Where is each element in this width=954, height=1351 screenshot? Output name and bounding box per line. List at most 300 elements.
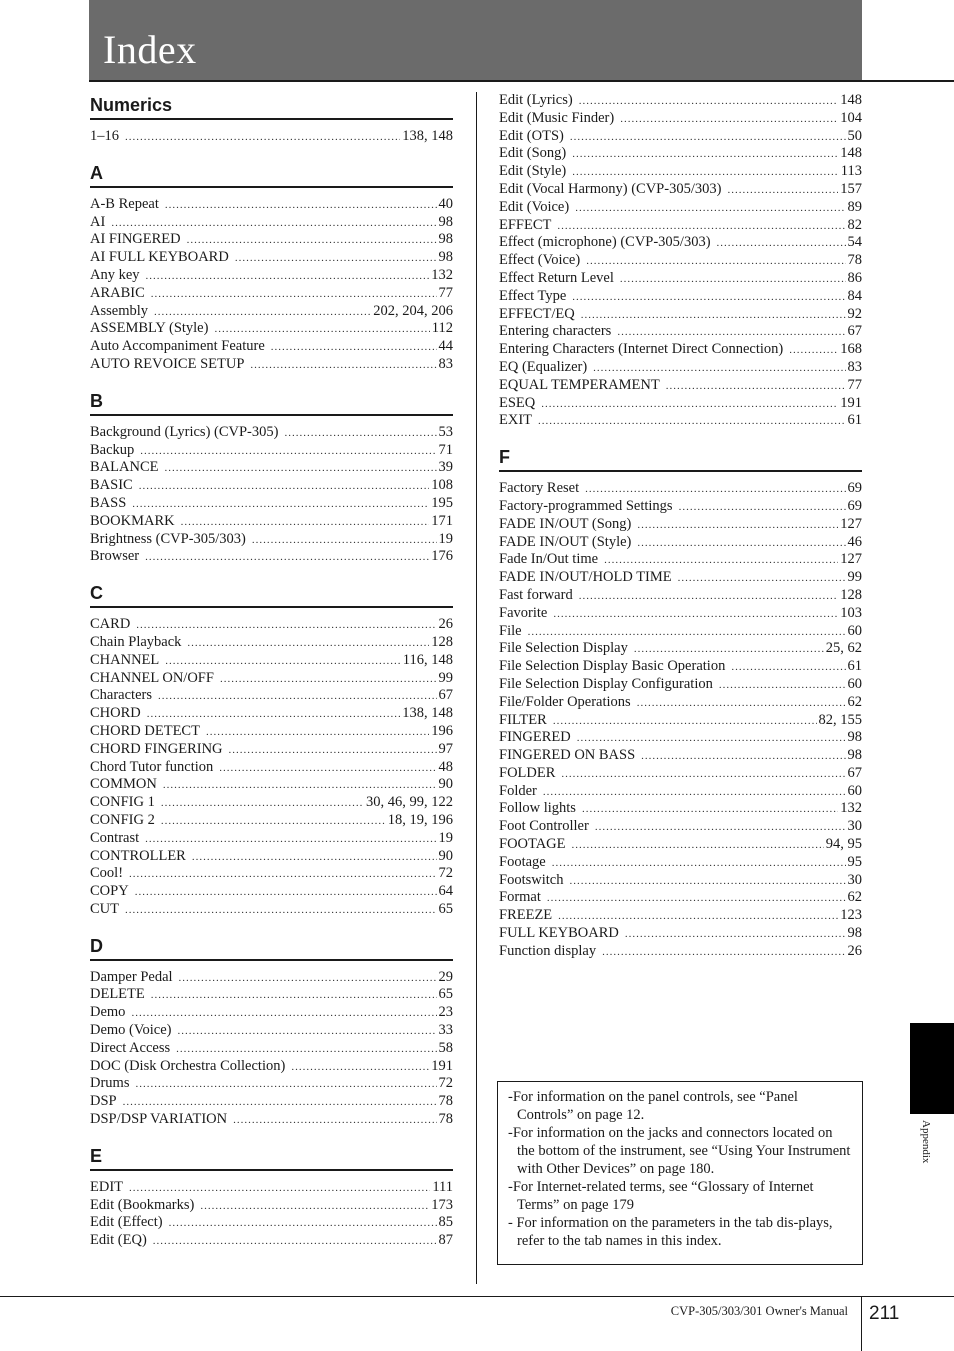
leader-dots xyxy=(145,549,429,567)
leader-dots xyxy=(164,460,436,478)
leader-dots xyxy=(572,837,824,855)
index-entry xyxy=(499,199,862,217)
entry-term: DSP/DSP VARIATION xyxy=(90,1111,228,1128)
leader-dots xyxy=(165,653,401,671)
entry-term: Edit (Voice) xyxy=(499,198,570,215)
info-item: - For information on the parameters in the tab dis-plays, refer to the tab names in this index. xyxy=(508,1215,833,1249)
info-item: -For Internet-related terms, see “Glossary of Internet Terms” on page 179 xyxy=(508,1179,814,1213)
entry-page: 87 xyxy=(438,1232,453,1249)
index-entry xyxy=(499,217,862,235)
index-entry xyxy=(90,196,453,214)
leader-dots xyxy=(219,760,436,778)
entry-term: AI xyxy=(90,213,106,230)
entry-term: EXIT xyxy=(499,412,533,429)
entry-page: 98 xyxy=(438,249,453,266)
leader-dots xyxy=(291,1059,429,1077)
entry-page: 113 xyxy=(840,163,862,180)
entry-page: 148 xyxy=(840,145,862,162)
entry-term: Chain Playback xyxy=(90,633,182,650)
index-entry xyxy=(499,854,862,872)
leader-dots xyxy=(123,1094,437,1112)
entry-page: 40 xyxy=(438,195,453,212)
entry-page: 83 xyxy=(438,355,453,372)
leader-dots xyxy=(789,342,838,360)
index-entry xyxy=(90,356,453,374)
entry-page: 30 xyxy=(847,871,862,888)
index-entry xyxy=(499,676,862,694)
index-entry xyxy=(90,249,453,267)
leader-dots xyxy=(581,307,846,325)
entry-page: 98 xyxy=(847,925,862,942)
entry-term: CARD xyxy=(90,616,131,633)
entry-page: 44 xyxy=(438,338,453,355)
index-entry xyxy=(90,830,453,848)
index-entry xyxy=(90,812,453,830)
leader-dots xyxy=(637,695,846,713)
entry-term: Folder xyxy=(499,782,537,799)
entry-term: File Selection Display Configuration xyxy=(499,675,713,692)
index-entry xyxy=(90,1197,453,1215)
entry-page: 48 xyxy=(438,758,453,775)
leader-dots xyxy=(131,1005,436,1023)
footer-rule xyxy=(0,1296,954,1297)
entry-page: 60 xyxy=(847,675,862,692)
entry-page: 39 xyxy=(438,459,453,476)
entry-page: 29 xyxy=(438,968,453,985)
leader-dots xyxy=(572,164,839,182)
entry-page: 71 xyxy=(438,441,453,458)
leader-dots xyxy=(572,146,838,164)
entry-term: CHORD DETECT xyxy=(90,722,200,739)
entry-term: DSP xyxy=(90,1093,117,1110)
entry-term: Brightness (CVP-305/303) xyxy=(90,530,246,547)
entry-page: 72 xyxy=(438,1075,453,1092)
entry-term: BALANCE xyxy=(90,459,159,476)
leader-dots xyxy=(165,197,437,215)
index-entry xyxy=(499,412,862,430)
entry-page: 78 xyxy=(438,1111,453,1128)
entry-term: AI FULL KEYBOARD xyxy=(90,249,229,266)
entry-term: AUTO REVOICE SETUP xyxy=(90,355,245,372)
section-heading: C xyxy=(90,580,453,608)
leader-dots xyxy=(151,286,437,304)
index-entry xyxy=(90,1058,453,1076)
entry-page: 148 xyxy=(840,92,862,108)
entry-term: FINGERED ON BASS xyxy=(499,747,636,764)
index-entry xyxy=(90,459,453,477)
entry-term: Any key xyxy=(90,266,140,283)
index-entry xyxy=(499,92,862,110)
leader-dots xyxy=(569,873,845,891)
index-entry xyxy=(499,925,862,943)
entry-term: Cool! xyxy=(90,865,124,882)
index-entry xyxy=(499,395,862,413)
footer-divider xyxy=(861,1296,862,1351)
leader-dots xyxy=(181,514,430,532)
leader-dots xyxy=(129,866,436,884)
index-entry xyxy=(90,1111,453,1129)
entry-term: File xyxy=(499,622,522,639)
entry-term: Drums xyxy=(90,1075,130,1092)
leader-dots xyxy=(679,499,846,517)
entry-page: 62 xyxy=(847,889,862,906)
entry-term: Edit (Effect) xyxy=(90,1214,163,1231)
entry-page: 69 xyxy=(847,480,862,497)
leader-dots xyxy=(200,1198,429,1216)
entry-term: ARABIC xyxy=(90,284,145,301)
leader-dots xyxy=(579,93,839,111)
entry-page: 98 xyxy=(438,213,453,230)
index-entry xyxy=(499,534,862,552)
entry-term: FADE IN/OUT (Style) xyxy=(499,533,632,550)
leader-dots xyxy=(214,321,429,339)
index-entry xyxy=(90,616,453,634)
entry-term: Background (Lyrics) (CVP-305) xyxy=(90,423,279,440)
leader-dots xyxy=(641,748,845,766)
leader-dots xyxy=(147,706,400,724)
entry-term: CHORD FINGERING xyxy=(90,740,223,757)
entry-page: 60 xyxy=(847,782,862,799)
entry-term: FOLDER xyxy=(499,764,556,781)
index-entry xyxy=(90,548,453,566)
index-entry xyxy=(90,531,453,549)
leader-dots xyxy=(135,884,437,902)
entry-page: 116, 148 xyxy=(402,651,453,668)
entry-page: 78 xyxy=(847,252,862,269)
leader-dots xyxy=(570,129,846,147)
leader-dots xyxy=(553,606,838,624)
entry-page: 104 xyxy=(840,109,862,126)
leader-dots xyxy=(558,908,838,926)
page-title: Index xyxy=(103,27,197,72)
leader-dots xyxy=(575,200,845,218)
leader-dots xyxy=(206,724,429,742)
entry-page: 108 xyxy=(431,477,453,494)
entry-term: Characters xyxy=(90,687,152,704)
index-entry xyxy=(499,800,862,818)
entry-term: EDIT xyxy=(90,1178,124,1195)
index-entry xyxy=(499,377,862,395)
entry-page: 171 xyxy=(431,512,453,529)
entry-page: 99 xyxy=(847,569,862,586)
leader-dots xyxy=(125,129,400,147)
entry-term: Edit (OTS) xyxy=(499,127,564,144)
leader-dots xyxy=(284,425,436,443)
index-entry xyxy=(499,747,862,765)
index-entry xyxy=(499,569,862,587)
leader-dots xyxy=(125,902,437,920)
entry-page: 132 xyxy=(840,800,862,817)
leader-dots xyxy=(625,926,846,944)
index-entry xyxy=(499,623,862,641)
leader-dots xyxy=(666,378,846,396)
entry-page: 128 xyxy=(840,586,862,603)
entry-page: 67 xyxy=(847,323,862,340)
leader-dots xyxy=(146,268,430,286)
index-entry xyxy=(499,306,862,324)
info-box xyxy=(497,1081,863,1265)
header-bar xyxy=(89,0,862,80)
entry-page: 82, 155 xyxy=(818,711,862,728)
leader-dots xyxy=(145,831,436,849)
entry-page: 61 xyxy=(847,412,862,429)
index-entry xyxy=(90,1040,453,1058)
entry-term: Edit (Song) xyxy=(499,145,567,162)
index-entry xyxy=(499,943,862,961)
entry-term: CHANNEL ON/OFF xyxy=(90,669,214,686)
entry-term: ASSEMBLY (Style) xyxy=(90,320,209,337)
index-entry xyxy=(499,694,862,712)
leader-dots xyxy=(719,677,846,695)
leader-dots xyxy=(158,688,437,706)
entry-term: Footswitch xyxy=(499,871,564,888)
leader-dots xyxy=(586,253,845,271)
index-entry xyxy=(90,495,453,513)
index-entry xyxy=(90,634,453,652)
entry-page: 33 xyxy=(438,1022,453,1039)
index-entry xyxy=(90,687,453,705)
entry-page: 69 xyxy=(847,497,862,514)
leader-dots xyxy=(541,396,838,414)
entry-term: CUT xyxy=(90,900,119,917)
entry-page: 202, 204, 206 xyxy=(373,302,453,319)
index-entry xyxy=(90,513,453,531)
entry-page: 94, 95 xyxy=(825,836,862,853)
leader-dots xyxy=(229,742,437,760)
leader-dots xyxy=(179,970,437,988)
index-entry xyxy=(499,640,862,658)
entry-page: 61 xyxy=(847,658,862,675)
index-entry xyxy=(499,605,862,623)
index-entry xyxy=(499,551,862,569)
entry-page: 77 xyxy=(847,376,862,393)
index-entry xyxy=(499,234,862,252)
entry-term: Factory-programmed Settings xyxy=(499,497,673,514)
column-divider xyxy=(476,92,477,1284)
index-entry xyxy=(499,818,862,836)
entry-term: Fast forward xyxy=(499,586,573,603)
entry-term: Edit (Music Finder) xyxy=(499,109,615,126)
leader-dots xyxy=(547,890,846,908)
leader-dots xyxy=(135,1076,436,1094)
entry-page: 191 xyxy=(840,394,862,411)
index-entry xyxy=(90,338,453,356)
leader-dots xyxy=(169,1215,437,1233)
index-entry xyxy=(90,670,453,688)
index-entry xyxy=(499,359,862,377)
entry-page: 67 xyxy=(438,687,453,704)
index-column-right xyxy=(499,92,862,961)
entry-page: 157 xyxy=(840,180,862,197)
entry-term: FULL KEYBOARD xyxy=(499,925,619,942)
entry-term: Demo xyxy=(90,1004,126,1021)
entry-term: Function display xyxy=(499,942,597,959)
entry-term: COPY xyxy=(90,883,129,900)
entry-page: 132 xyxy=(431,266,453,283)
entry-term: Fade In/Out time xyxy=(499,551,599,568)
index-entry xyxy=(90,969,453,987)
entry-page: 46 xyxy=(847,533,862,550)
leader-dots xyxy=(617,324,845,342)
entry-term: FILTER xyxy=(499,711,547,728)
index-entry xyxy=(90,1179,453,1197)
index-entry xyxy=(90,267,453,285)
entry-term: FINGERED xyxy=(499,729,571,746)
entry-page: 60 xyxy=(847,622,862,639)
entry-page: 95 xyxy=(847,853,862,870)
leader-dots xyxy=(163,777,437,795)
index-entry xyxy=(499,907,862,925)
leader-dots xyxy=(582,801,838,819)
index-entry xyxy=(499,889,862,907)
entry-term: Damper Pedal xyxy=(90,968,173,985)
leader-dots xyxy=(577,730,846,748)
index-entry xyxy=(90,776,453,794)
entry-term: Edit (Vocal Harmony) (CVP-305/303) xyxy=(499,180,722,197)
entry-page: 67 xyxy=(847,764,862,781)
leader-dots xyxy=(161,813,386,831)
index-entry xyxy=(499,836,862,854)
entry-term: Assembly xyxy=(90,302,148,319)
leader-dots xyxy=(637,535,845,553)
leader-dots xyxy=(161,795,364,813)
leader-dots xyxy=(593,360,845,378)
page-number: 211 xyxy=(869,1303,900,1324)
leader-dots xyxy=(717,235,846,253)
entry-term: 1–16 xyxy=(90,128,119,144)
entry-page: 64 xyxy=(438,883,453,900)
entry-term: FOOTAGE xyxy=(499,836,566,853)
index-entry xyxy=(90,320,453,338)
leader-dots xyxy=(585,481,845,499)
entry-page: 103 xyxy=(840,604,862,621)
entry-term: CONFIG 2 xyxy=(90,811,155,828)
entry-term: Format xyxy=(499,889,541,906)
index-entry xyxy=(90,1075,453,1093)
index-entry xyxy=(90,1093,453,1111)
index-entry xyxy=(90,424,453,442)
entry-page: 65 xyxy=(438,900,453,917)
entry-page: 191 xyxy=(431,1057,453,1074)
appendix-label: Appendix xyxy=(920,1120,932,1164)
entry-term: BASIC xyxy=(90,477,133,494)
entry-page: 138, 148 xyxy=(402,128,453,144)
entry-page: 72 xyxy=(438,865,453,882)
entry-page: 65 xyxy=(438,986,453,1003)
leader-dots xyxy=(176,1041,436,1059)
entry-term: CHANNEL xyxy=(90,651,160,668)
leader-dots xyxy=(604,552,838,570)
entry-page: 25, 62 xyxy=(825,640,862,657)
leader-dots xyxy=(637,517,838,535)
entry-term: Demo (Voice) xyxy=(90,1022,172,1039)
entry-page: 26 xyxy=(438,616,453,633)
entry-page: 196 xyxy=(431,722,453,739)
leader-dots xyxy=(177,1023,436,1041)
entry-term: Effect (Voice) xyxy=(499,252,581,269)
index-entry xyxy=(499,323,862,341)
index-entry xyxy=(90,901,453,919)
entry-term: Effect (microphone) (CVP-305/303) xyxy=(499,234,711,251)
leader-dots xyxy=(187,635,429,653)
entry-term: CHORD xyxy=(90,705,141,722)
index-entry xyxy=(499,729,862,747)
entry-term: EQ (Equalizer) xyxy=(499,358,588,375)
entry-term: Foot Controller xyxy=(499,818,589,835)
entry-term: DOC (Disk Orchestra Collection) xyxy=(90,1057,286,1074)
entry-page: 195 xyxy=(431,494,453,511)
entry-term: EFFECT xyxy=(499,216,552,233)
index-entry xyxy=(90,1214,453,1232)
entry-term: Edit (EQ) xyxy=(90,1232,147,1249)
entry-term: CONTROLLER xyxy=(90,847,186,864)
index-entry xyxy=(499,288,862,306)
entry-term: Direct Access xyxy=(90,1039,171,1056)
entry-page: 173 xyxy=(431,1196,453,1213)
index-entry xyxy=(499,658,862,676)
index-entry xyxy=(90,759,453,777)
leader-dots xyxy=(271,339,437,357)
leader-dots xyxy=(235,250,437,268)
leader-dots xyxy=(602,944,845,962)
leader-dots xyxy=(731,659,845,677)
index-entry xyxy=(499,252,862,270)
entry-page: 99 xyxy=(438,669,453,686)
leader-dots xyxy=(634,641,824,659)
entry-term: Effect Return Level xyxy=(499,269,614,286)
entry-page: 78 xyxy=(438,1093,453,1110)
entry-term: Favorite xyxy=(499,604,548,621)
entry-page: 123 xyxy=(840,907,862,924)
leader-dots xyxy=(557,218,845,236)
entry-term: Entering characters xyxy=(499,323,612,340)
entry-page: 90 xyxy=(438,847,453,864)
entry-page: 77 xyxy=(438,284,453,301)
section-heading: F xyxy=(499,444,862,472)
entry-page: 23 xyxy=(438,1004,453,1021)
entry-page: 89 xyxy=(847,198,862,215)
entry-page: 30 xyxy=(847,818,862,835)
index-entry xyxy=(90,741,453,759)
entry-page: 98 xyxy=(847,729,862,746)
entry-term: Chord Tutor function xyxy=(90,758,214,775)
leader-dots xyxy=(620,271,846,289)
entry-page: 84 xyxy=(847,287,862,304)
footer-manual-title: CVP-305/303/301 Owner's Manual xyxy=(670,1304,848,1318)
header-rule xyxy=(89,80,954,82)
entry-term: FREEZE xyxy=(499,907,553,924)
section-heading: B xyxy=(90,388,453,416)
leader-dots xyxy=(595,819,846,837)
entry-term: EFFECT/EQ xyxy=(499,305,575,322)
entry-term: Contrast xyxy=(90,829,140,846)
entry-page: 97 xyxy=(438,740,453,757)
index-entry xyxy=(499,163,862,181)
leader-dots xyxy=(192,849,437,867)
index-entry xyxy=(90,231,453,249)
entry-term: Browser xyxy=(90,548,140,565)
entry-page: 85 xyxy=(438,1214,453,1231)
entry-term: A-B Repeat xyxy=(90,195,159,212)
index-entry xyxy=(90,303,453,321)
leader-dots xyxy=(111,215,436,233)
leader-dots xyxy=(129,1180,430,1198)
leader-dots xyxy=(543,784,846,802)
leader-dots xyxy=(579,588,839,606)
index-entry xyxy=(499,181,862,199)
entry-page: 128 xyxy=(431,633,453,650)
index-entry xyxy=(499,110,862,128)
